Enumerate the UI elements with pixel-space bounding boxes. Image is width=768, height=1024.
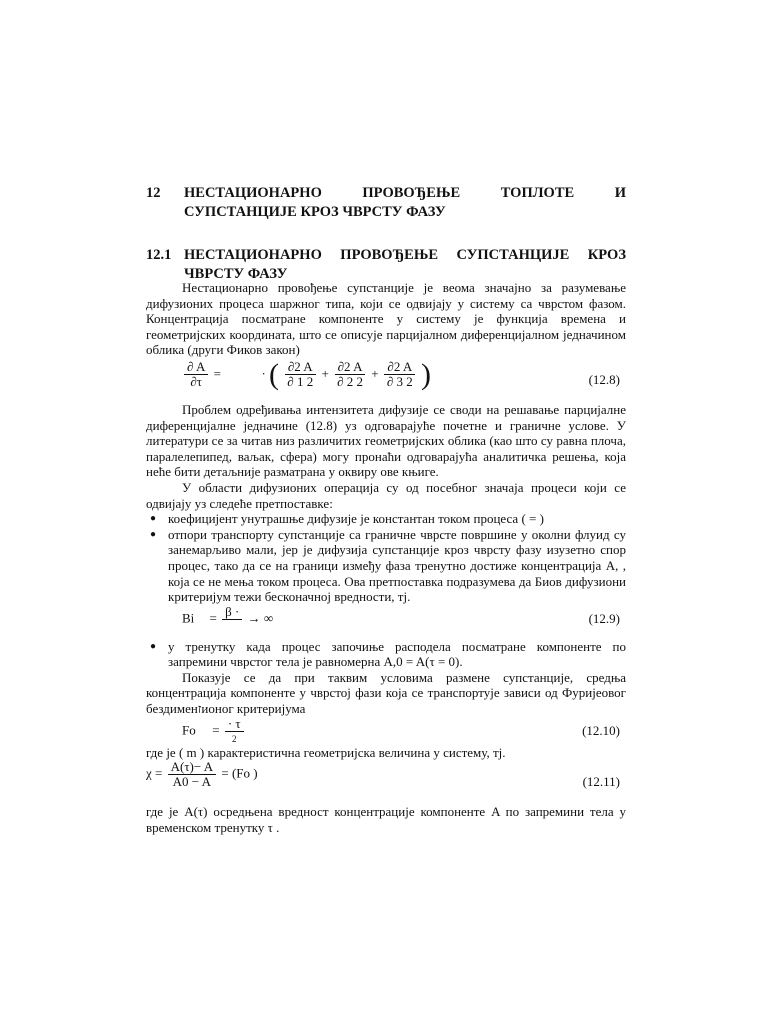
term-1-fraction: $\frac{\partial 2 A}{\partial 1 2}$	[284, 360, 316, 389]
equation-12-9-formula: Bi = β · → ∞	[182, 603, 274, 626]
section-number: 12	[146, 185, 161, 201]
equation-12-10-formula: Fo = $\frac{\cdot \tau}{2}$	[182, 717, 246, 746]
equation-12-8	[146, 358, 626, 402]
equation-12-9	[146, 605, 626, 633]
section-12-heading	[146, 184, 626, 222]
paragraph-where-l: где је ( m ) карактеристична геометријска величина у систему, тј.	[146, 744, 506, 760]
paragraph-solutions: Проблем одређивања интензитета дифузије се своди на решавање парцијалне диференцијалне једначине (12.8) уз одговарајуће почетне и граничне услове. У литератури се за читав низ различитих геометријских облика (као што су равна плоча, паралелепипед, ваљак, сфера) могу пронаћи одговарајућа аналитичка решења, која неће бити детаљније разматрана у оквиру ове књиге.	[146, 401, 626, 480]
list-item: ● коефицијент унутрашње дифузије је константан током процеса ( = )	[146, 511, 626, 527]
paragraph-fourier: Показује се да при таквим условима размене супстанције, средња концентрација компоненте у чврстој фази која се транспортује зависи од Фуријеовог бездименזионог критеријума	[146, 669, 626, 717]
subsection-title-line-2: ЧВРСТУ ФАЗУ	[184, 266, 288, 282]
section-title-line-1: НЕСТАЦИОНАРНО ПРОВОЂЕЊЕ ТОПЛОТЕ И	[184, 185, 626, 201]
equation-number: (12.10)	[582, 722, 620, 738]
paragraph-assumptions: У области дифузионих операција су од посебног значаја процеси који се одвијају уз следеће претпоставке:	[146, 479, 626, 511]
subsection-title-line-1: НЕСТАЦИОНАРНО ПРОВОЂЕЊЕ СУПСТАНЦИЈЕ КРОЗ	[184, 247, 626, 263]
equation-12-10	[146, 717, 626, 745]
equation-12-8-formula: $\frac{\partial A}{\partial\tau}$ = · ( $\frac{\partial 2 A}{\partial 1 2}$ + $\frac{\partial 2 A}{\partial 2 2}$ + $\frac{\partial 2 A}{\partial 3 2}$ )	[182, 358, 431, 392]
paragraph-intro: Нестационарно провођење супстанције је веома значајно за разумевање дифузионих процеса шаржног типа, који се одвијају у систему са чврстом фазом. Концентрација посматране компоненте у систему је функција времена и геометријских координата, што се описује парцијалном диференцијалном једначином облика (други Фиков закон)	[146, 280, 626, 358]
section-title-line-2: СУПСТАНЦИЈЕ КРОЗ ЧВРСТУ ФАЗУ	[184, 204, 446, 220]
equation-number: (12.8)	[588, 371, 620, 387]
list-item: ● отпори транспорту супстанције са граничне чврсте површине у околни флуид су занемарљиво мали, јер је дифузија супстанције кроз чврсту фазу изузетно спор процес, тако да се на граници између фаза тренутно достиже концентрација A, , која се не мења током процеса. Ова претпоставка подразумева да Биов дифузиони критеријум тежи бесконачној вредности, тј.	[146, 527, 626, 605]
section-title	[184, 184, 626, 222]
section-12-1-heading	[146, 246, 626, 284]
bullet-icon: ●	[150, 528, 157, 540]
list-item: ● у тренутку када процес започиње расподела посматране компоненте по запремини чврстог тела је равномерна A,0 = A(τ = 0).	[146, 639, 626, 670]
equation-number: (12.11)	[582, 774, 620, 790]
equation-12-11	[146, 760, 626, 804]
bullet-icon: ●	[150, 513, 157, 525]
paragraph-where-average: где је A(τ) осредњена вредност концентрације компоненте A по запремини тела у временском тренутку τ .	[146, 804, 626, 835]
equation-12-11-formula: χ = $\frac{A(\tau)- A}{A0 - A}$ = (Fo )	[146, 759, 258, 790]
body-text	[146, 280, 626, 835]
subsection-number: 12.1	[146, 247, 172, 263]
equation-number: (12.9)	[588, 610, 620, 626]
term-3-fraction: $\frac{\partial 2 A}{\partial 3 2}$	[384, 360, 416, 389]
bullet-icon: ●	[150, 640, 157, 652]
term-2-fraction: $\frac{\partial 2 A}{\partial 2 2}$	[334, 360, 366, 389]
lhs-fraction: $\frac{\partial A}{\partial\tau}$	[184, 360, 208, 389]
subsection-title	[184, 246, 626, 284]
